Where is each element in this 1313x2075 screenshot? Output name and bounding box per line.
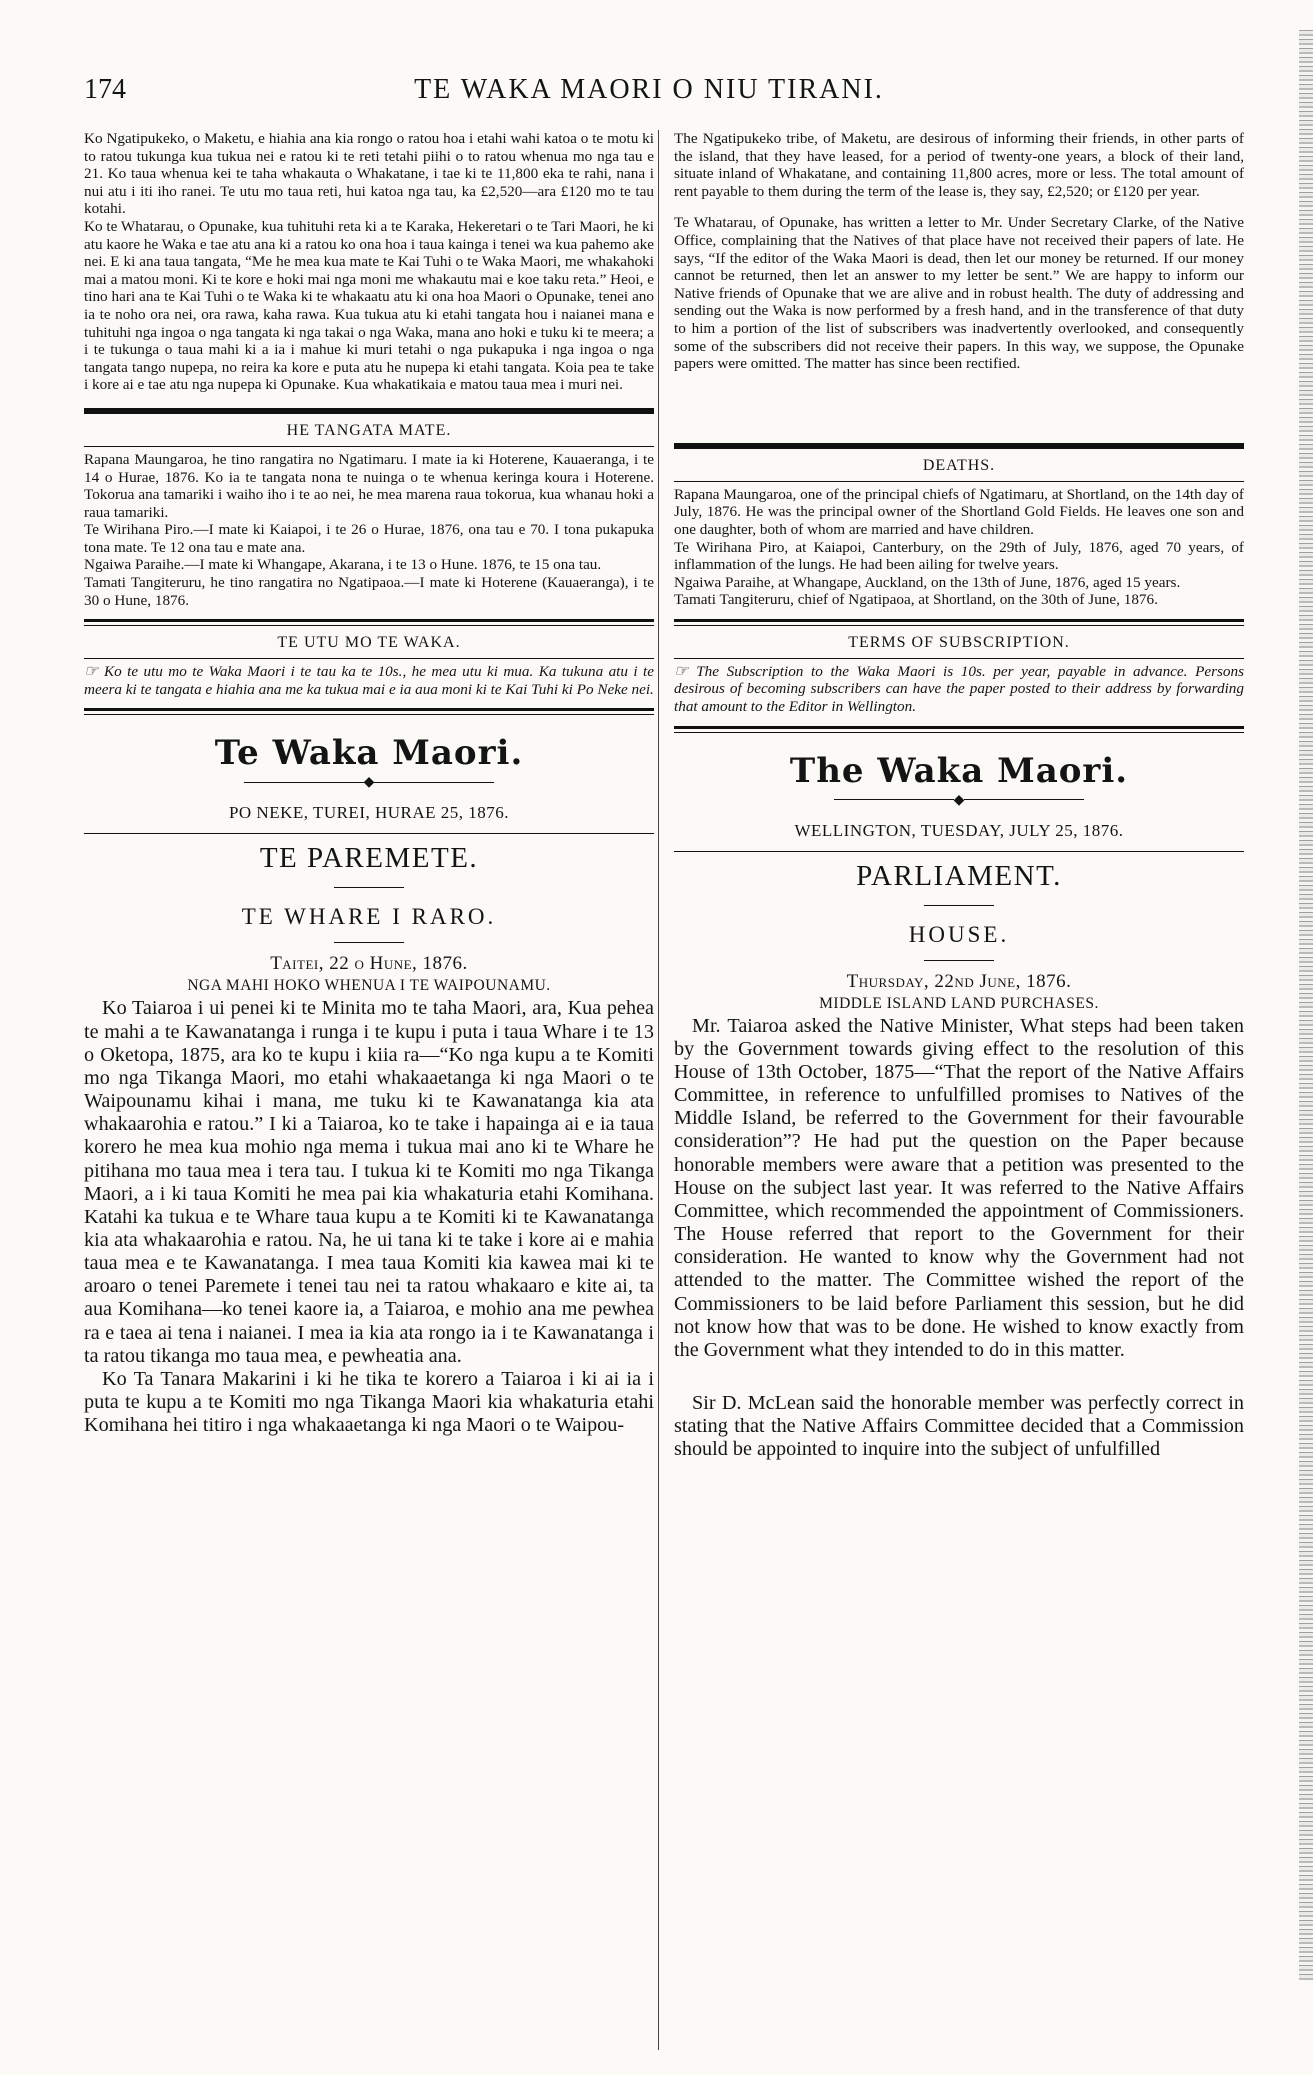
section-rule: [674, 443, 1244, 449]
section-rule: [84, 619, 654, 626]
notice-ngatipukeko-maori: Ko Ngatipukeko, o Maketu, e hiahia ana kia rongo o ratou hoa i etahi wahi katoa o te motu ki to ratou tukunga kua tukua nei e ratou ki te reti tetahi piihi o to ratou whenua mo nga tau e 21. Ko taua whenua kei te taha whakauta o Whakatane, i tae ki te 11,800 eka te rahi, nana i nui atu i iti iho ranei. Te utu mo taua reti, hui katoa nga tau, ka £2,520—ara £120 mo te tau kotahi.: [84, 130, 654, 218]
short-rule: [334, 887, 404, 888]
death-notice: Rapana Maungaroa, one of the principal chiefs of Ngatimaru, at Shortland, on the 14th day of July, 1876. He was the principal owner of the Shortland Gold Fields. He leaves one son and one daughter, both of whom are married and have children.: [674, 485, 1244, 538]
sitting-date-english: Thursday, 22nd June, 1876.: [846, 970, 1072, 992]
notice-whatarau-maori: Ko te Whatarau, o Opunake, kua tuhituhi reta ki a te Karaka, Hekeretari o te Tari Maori, he ki atu kaore he Waka e tae atu ana ki a ratou ko ona hoa i taua kainga i tenei wa kua pahemo ake nei. E ki ana taua tangata, “Me he mea kua mate te Kai Tuhi o te Waka Maori, me whakahoki mai a matou moni. Ki te kore e hoki mai nga moni me whakautu mai e koe taku reta.” Heoi, e tino hari ana te Kai Tuhi o te Waka ki te whakaatu atu ki ona hoa Maori o Opunake, tenei ano ia te noho ora nei, ora rawa, kaha rawa. Kua tukua atu ki etahi tangata hou i naianei mana e tuhituhi nga ingoa o nga tangata ki nga takai o nga Waka, mana ano hoki e tuku ki te meera; a i te tukunga o taua mahi ki a ia i mahue ki muri tetahi o nga pukapuka i nga ingoa o nga tangata tango nupepa, no reira ka kore e puta atu he nupepa ki etahi tangata. Koia pea te take i kore ai e tae atu nga nupepa ki Opunake. Kua whakatikaia e matou taua mea i muri nei.: [84, 217, 654, 394]
heading-rule: [674, 658, 1244, 659]
section-rule: [84, 833, 654, 834]
masthead-ornament: ◆: [674, 793, 1244, 807]
death-notice: Ngaiwa Paraihe, at Whangape, Auckland, on the 13th of June, 1876, aged 15 years.: [674, 573, 1181, 591]
heading-rule: [84, 446, 654, 447]
debate-paragraph-english: Mr. Taiaroa asked the Native Minister, What steps had been taken by the Government towards giving effect to the resolution of this House of 13th October, 1875—“That the report of the Native Affairs Committee, in reference to unfulfilled promises to Natives of the Middle Island, be referred to the Government for their favourable consideration”? He had put the question on the Paper because honorable members were aware that a petition was presented to the House on the subject last year. It was referred to the Native Affairs Committee, which recommended the appointment of Commissioners. The House referred that report to the Government for their consideration. He wanted to know why the Government had not attended to the matter. The Committee wished the report of the Commissioners to be laid before Parliament this session, but he did not know how that was to be done. He wished to know exactly from the Government what they intended to do in this matter.: [674, 1014, 1244, 1361]
dateline-maori: PO NEKE, TUREI, HURAE 25, 1876.: [228, 803, 510, 823]
masthead-english: The Waka Maori.: [789, 750, 1129, 791]
column-divider: [658, 130, 659, 2050]
heading-rule: [84, 658, 654, 659]
running-head: [84, 74, 1214, 114]
death-notice: Tamati Tangiteruru, he tino rangatira no Ngatipaoa.—I mate ki Hoterene (Kauaeranga), i te 30 o Hune, 1876.: [84, 574, 654, 609]
section-rule: [84, 708, 654, 715]
death-notice: Rapana Maungaroa, he tino rangatira no Ngatimaru. I mate ia ki Hoterene, Kauaeranga, i te 14 o Hurae, 1876. Ko ia te tangata nona te nuinga o te whenua keringa koura i Hoterene. Tokorua ana tamariki i waiho iho i te ao nei, he mea marena raua tokorua, kua whanau hoki a raua tamariki.: [84, 450, 654, 521]
deaths-heading-maori: HE TANGATA MATE.: [286, 421, 452, 439]
terms-text-content: Ko te utu mo te Waka Maori i te tau ka te 10s., he mea utu ki mua. Ka tukuna atu i te meera ki te tangata e hiahia ana me ka tukua mai e ia aua moni ki te Kai Tuhi ki Po Neke nei.: [84, 663, 654, 698]
scan-edge: [1299, 30, 1313, 1980]
masthead-maori: Te Waka Maori.: [214, 733, 524, 774]
section-rule: [674, 619, 1244, 626]
dateline-english: WELLINGTON, TUESDAY, JULY 25, 1876.: [794, 820, 1124, 840]
section-rule: [674, 851, 1244, 852]
sitting-date-maori: Taitei, 22 o Hune, 1876.: [270, 953, 468, 975]
house-heading-english: HOUSE.: [908, 921, 1010, 947]
parliament-heading-maori: TE PAREMETE.: [259, 842, 479, 875]
debate-paragraph-maori: Ko Ta Tanara Makarini i ki he tika te korero a Taiaroa i ki ai ia i puta te kupu a te Komiti mo nga Tikanga Maori kia whakaturia etahi Komihana hei titiro i nga whakaaetanga ki nga Maori o te Waipou-: [84, 1367, 654, 1437]
debate-paragraph-maori: Ko Taiaroa i ui penei ki te Minita mo te taha Maori, ara, Kua pehea te mahi a te Kawanatanga i runga i te kupu i puta i taua Whare i te 13 o Oketopa, 1875, ara ko te kupu i kiia ra—“Ko nga kupu a te Komiti mo nga Tikanga Maori, mo etahi whakaaetanga ki nga Maori o te Waipounamu kihai i mana, me tuku ki te Kawanatanga kia ata whakaarohia e ratou.” I ki a Taiaroa, ko te take i hapainga ai e ia taua korero he mea kua mohio nga mema i tukua mai ano ki te Whare he pitihana mo taua mea i tera tau. I tukua ki te Komiti mo nga Tikanga Maori, a i ki taua Komiti he mea pai kia whakaturia etahi Komihana. Katahi ka tukua e te Whare taua kupu a te Komiti ki te Kawanatanga kia ata whakaarohia e ratou. Na, he ui tana ki te take i kore ai e mahia taua mea e te Kawanatanga. I mea taua Komiti kia kawea mai ki te aroaro o tenei Paremete i tenei tau nei ta ratou whakaaro e kite ai, ta aua Komihana—ko tenei kaore ia, a Taiaroa, e mohio ana me pewhea ra e taea ai tena i naianei. I mea ia kia ata rongo ia i te Kawanatanga i ta ratou tikanga mo taua mea, e pewheatia ana.: [84, 997, 654, 1367]
english-column: [674, 130, 1244, 1461]
short-rule: [924, 905, 994, 906]
deaths-heading-english: DEATHS.: [922, 456, 996, 474]
terms-text-maori: [84, 663, 654, 698]
masthead-ornament: ◆: [84, 775, 654, 789]
page-number: 174: [84, 74, 126, 105]
paper-title: TE WAKA MAORI O NIU TIRANI.: [414, 74, 884, 105]
terms-text-content: The Subscription to the Waka Maori is 10s. per year, payable in advance. Persons desirous of becoming subscribers can have the paper posted to their address by forwarding that amount to the Editor in Wellington.: [674, 662, 1245, 716]
pointing-hand-icon: ☞: [674, 662, 697, 680]
short-rule: [334, 942, 404, 943]
terms-text-english: [674, 663, 1244, 716]
topic-heading-maori: NGA MAHI HOKO WHENUA I TE WAIPOUNAMU.: [187, 977, 551, 995]
parliament-heading-english: PARLIAMENT.: [856, 859, 1062, 892]
topic-heading-english: MIDDLE ISLAND LAND PURCHASES.: [819, 994, 1099, 1012]
section-rule: [84, 408, 654, 414]
death-notice: Te Wirihana Piro.—I mate ki Kaiapoi, i te 26 o Hurae, 1876, ona tau e 70. I tona pukapuka tona mate. Te 12 ona tau e mate ana.: [84, 521, 654, 556]
pointing-hand-icon: ☞: [84, 663, 104, 681]
death-notice: Ngaiwa Paraihe.—I mate ki Whangape, Akarana, i te 13 o Hune. 1876, te 15 ona tau.: [84, 556, 602, 574]
notice-whatarau-english: Te Whatarau, of Opunake, has written a letter to Mr. Under Secretary Clarke, of the Native Office, complaining that the Natives of that place have not received their papers of late. He says, “If the editor of the Waka Maori is dead, then let our money be returned. If our money cannot be returned, then let an answer to my letter be sent.” We are happy to inform our Native friends of Opunake that we are alive and in robust health. The duty of addressing and sending out the Waka is now performed by a fresh hand, and in the transference of that duty to him a portion of the list of subscribers was inadvertently overlooked, and consequently some of the subscribers did not receive their papers. In this way, we suppose, the Opunake papers were omitted. The matter has since been rectified.: [674, 214, 1244, 373]
section-rule: [674, 726, 1244, 733]
short-rule: [924, 960, 994, 961]
heading-rule: [674, 481, 1244, 482]
terms-heading-maori: TE UTU MO TE WAKA.: [277, 634, 461, 652]
death-notice: Tamati Tangiteruru, chief of Ngatipaoa, at Shortland, on the 30th of June, 1876.: [674, 591, 1158, 609]
house-heading-maori: TE WHARE I RARO.: [241, 904, 497, 930]
maori-column: [84, 130, 654, 1437]
debate-paragraph-english: Sir D. McLean said the honorable member was perfectly correct in stating that the Native Affairs Committee decided that a Commission should be appointed to inquire into the subject of unfulfilled: [674, 1392, 1244, 1461]
terms-heading-english: TERMS OF SUBSCRIPTION.: [848, 633, 1070, 651]
death-notice: Te Wirihana Piro, at Kaiapoi, Canterbury, on the 29th of July, 1876, aged 70 years, of inflammation of the lungs. He had been ailing for twelve years.: [674, 538, 1244, 574]
notice-ngatipukeko-english: The Ngatipukeko tribe, of Maketu, are desirous of informing their friends, in other parts of the island, that they have leased, for a period of twenty-one years, a block of their land, situate inland of Whakatane, and containing 11,800 acres, more or less. The total amount of rent payable to them during the term of the lease is, they say, £2,520; or £120 per year.: [674, 130, 1244, 200]
